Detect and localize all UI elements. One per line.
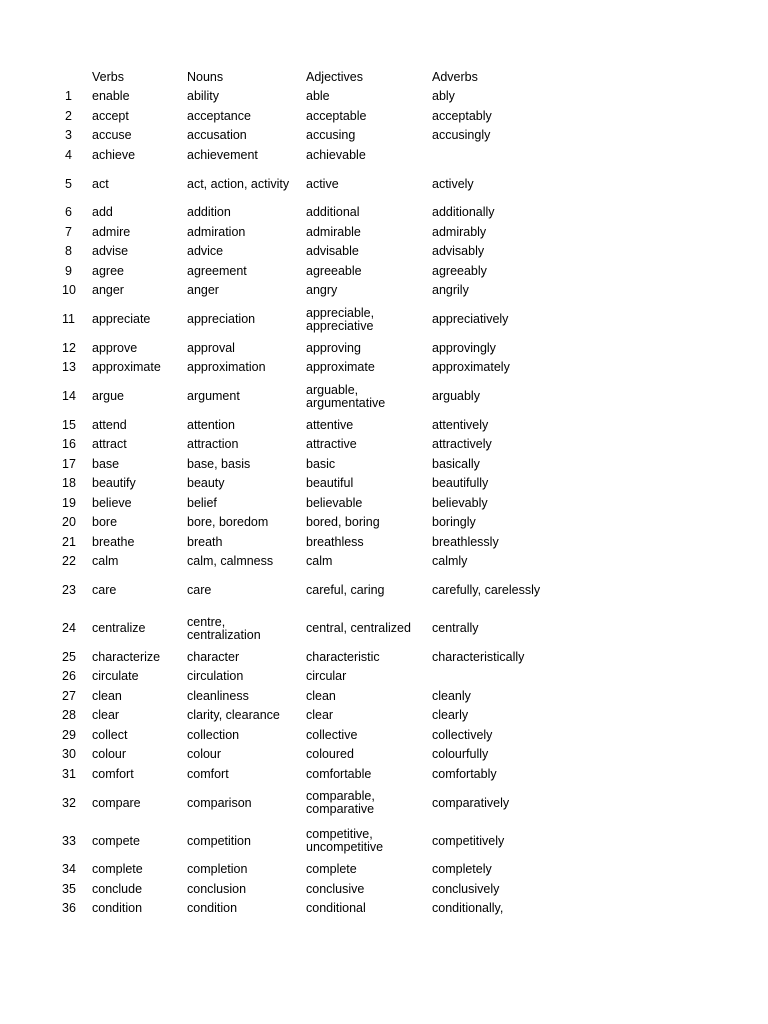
table-row (62, 706, 582, 726)
table-row (62, 378, 582, 416)
adverb-cell: cleanly (432, 688, 471, 703)
adverb-cell: attractively (432, 437, 492, 452)
adverb-cell: characteristically (432, 649, 525, 664)
table-row (62, 513, 582, 533)
header-adverbs: Adverbs (432, 70, 478, 84)
adjective-cell: approving (306, 340, 361, 355)
adjective-cell: active (306, 176, 339, 191)
verb-cell: act (92, 176, 109, 191)
verb-cell: colour (92, 747, 127, 762)
table-row (62, 262, 582, 282)
adjective-cell: central, centralized (306, 621, 411, 635)
adjective-cell: complete (306, 862, 357, 877)
table-row (62, 822, 582, 860)
adjective-cell: clean (306, 688, 336, 703)
adjective-cell: clear (306, 708, 334, 723)
adverb-cell: basically (432, 456, 480, 471)
adverb-cell: additionally (432, 205, 495, 220)
noun-cell: competition (187, 833, 251, 848)
row-number: 5 (65, 176, 72, 191)
row-number: 35 (62, 881, 76, 896)
noun-cell: base, basis (187, 456, 251, 471)
adjective-cell: breathless (306, 534, 364, 549)
noun-cell: advice (187, 244, 224, 259)
noun-cell: cleanliness (187, 688, 249, 703)
adverb-cell: advisably (432, 244, 485, 259)
adjective-cell: conditional (306, 901, 366, 916)
noun-cell: clarity, clearance (187, 708, 280, 723)
verb-cell: condition (92, 901, 143, 916)
noun-cell: act, action, activity (187, 176, 290, 191)
row-number: 11 (62, 312, 75, 326)
table-row (62, 455, 582, 475)
row-number: 34 (62, 862, 76, 877)
verb-cell: advise (92, 244, 129, 259)
adjective-cell: accusing (306, 128, 356, 143)
noun-cell: approval (187, 340, 235, 355)
verb-cell: attract (92, 437, 127, 452)
table-row (62, 765, 582, 785)
adverb-cell: accusingly (432, 128, 491, 143)
adverb-cell: carefully, carelessly (432, 583, 541, 597)
row-number: 22 (62, 554, 76, 569)
adverb-cell: arguably (432, 389, 480, 403)
noun-cell: approximation (187, 360, 266, 375)
verb-cell: approximate (92, 360, 161, 375)
adjective-cell: beautiful (306, 476, 354, 491)
noun-cell: acceptance (187, 108, 251, 123)
verb-cell: approve (92, 340, 138, 355)
table-row (62, 726, 582, 746)
adjective-cell: acceptable (306, 108, 367, 123)
adverb-cell: colourfully (432, 747, 489, 762)
header-adjectives: Adjectives (306, 70, 363, 84)
table-row (62, 242, 582, 262)
adverb-cell: attentively (432, 417, 489, 432)
noun-cell: collection (187, 727, 240, 742)
adjective-cell: careful, caring (306, 583, 385, 597)
table-row (62, 880, 582, 900)
noun-cell: argument (187, 389, 240, 403)
adverb-cell: boringly (432, 515, 476, 530)
noun-cell: ability (187, 89, 219, 104)
adverb-cell: comfortably (432, 766, 497, 781)
table-row (62, 610, 582, 648)
table-row (62, 667, 582, 687)
verb-cell: calm (92, 554, 119, 569)
adjective-cell: conclusive (306, 881, 365, 896)
noun-cell: belief (187, 495, 217, 510)
table-row (62, 745, 582, 765)
table-row (62, 474, 582, 494)
noun-cell: calm, calmness (187, 554, 274, 569)
adverb-cell: conclusively (432, 881, 500, 896)
row-number: 12 (62, 340, 76, 355)
verb-cell: compare (92, 795, 141, 810)
adjective-cell: calm (306, 554, 333, 569)
adjective-cell: collective (306, 727, 358, 742)
verb-cell: circulate (92, 669, 139, 684)
adverb-cell: angrily (432, 283, 469, 298)
adverb-cell: approximately (432, 360, 510, 375)
noun-cell: breath (187, 534, 223, 549)
table-row (62, 223, 582, 243)
noun-cell: centre, centralization (187, 614, 261, 642)
adverb-cell: acceptably (432, 108, 492, 123)
verb-cell: bore (92, 515, 118, 530)
adverb-cell: breathlessly (432, 534, 499, 549)
table-row (62, 87, 582, 107)
adverb-cell: comparatively (432, 795, 510, 810)
noun-cell: attention (187, 417, 235, 432)
adverb-cell (432, 667, 582, 687)
adjective-cell: advisable (306, 244, 359, 259)
adjective-cell: arguable, argumentative (306, 382, 386, 410)
verb-cell: complete (92, 862, 143, 877)
adverb-cell: conditionally, (432, 901, 504, 916)
verb-cell: achieve (92, 147, 136, 162)
row-number: 13 (62, 360, 76, 375)
word-forms-table (62, 68, 582, 919)
row-number: 25 (62, 649, 76, 664)
row-number: 8 (65, 244, 72, 259)
row-number: 21 (62, 534, 76, 549)
row-number: 31 (62, 766, 76, 781)
adverb-cell: beautifully (432, 476, 489, 491)
verb-cell: accept (92, 108, 129, 123)
row-number: 2 (65, 108, 72, 123)
noun-cell: admiration (187, 224, 246, 239)
adjective-cell: circular (306, 669, 347, 684)
verb-cell: compete (92, 833, 140, 848)
row-number: 19 (62, 495, 76, 510)
verb-cell: centralize (92, 621, 146, 635)
adjective-cell: achievable (306, 147, 366, 162)
adjective-cell: coloured (306, 747, 354, 762)
adverb-cell: clearly (432, 708, 469, 723)
adjective-cell: approximate (306, 360, 375, 375)
noun-cell: condition (187, 901, 238, 916)
verb-cell: base (92, 456, 120, 471)
adverb-cell: collectively (432, 727, 493, 742)
table-row (62, 358, 582, 378)
adverb-cell (432, 146, 582, 166)
verb-cell: admire (92, 224, 131, 239)
adverb-cell: admirably (432, 224, 487, 239)
table-row (62, 435, 582, 455)
table-row (62, 572, 582, 610)
adjective-cell: believable (306, 495, 363, 510)
adverb-cell: competitively (432, 833, 505, 848)
adjective-cell: bored, boring (306, 515, 380, 530)
verb-cell: appreciate (92, 312, 151, 326)
noun-cell: completion (187, 862, 248, 877)
noun-cell: character (187, 649, 240, 664)
verb-cell: beautify (92, 476, 136, 491)
adjective-cell: comfortable (306, 766, 372, 781)
noun-cell: attraction (187, 437, 239, 452)
noun-cell: bore, boredom (187, 515, 269, 530)
row-number: 18 (62, 476, 76, 491)
noun-cell: care (187, 583, 212, 597)
row-number: 16 (62, 437, 76, 452)
noun-cell: colour (187, 747, 222, 762)
adjective-cell: additional (306, 205, 360, 220)
verb-cell: clean (92, 688, 122, 703)
verb-cell: believe (92, 495, 132, 510)
noun-cell: comfort (187, 766, 229, 781)
adverb-cell: actively (432, 176, 474, 191)
table-row (62, 339, 582, 359)
verb-cell: attend (92, 417, 127, 432)
table-row (62, 648, 582, 668)
adverb-cell: agreeably (432, 263, 487, 278)
adverb-cell: ably (432, 89, 455, 104)
table-row (62, 899, 582, 919)
noun-cell: achievement (187, 147, 258, 162)
adverb-cell: completely (432, 862, 492, 877)
table-row (62, 301, 582, 339)
adjective-cell: admirable (306, 224, 361, 239)
header-nouns: Nouns (187, 70, 224, 84)
row-number: 17 (62, 456, 76, 471)
adjective-cell: competitive, uncompetitive (306, 827, 384, 854)
verb-cell: clear (92, 708, 120, 723)
row-number: 36 (62, 901, 76, 916)
verb-cell: add (92, 205, 113, 220)
noun-cell: addition (187, 205, 231, 220)
verb-cell: anger (92, 283, 124, 298)
table-body (62, 87, 582, 919)
row-number: 9 (65, 263, 72, 278)
adjective-cell: comparable, comparative (306, 789, 375, 816)
verb-cell: argue (92, 389, 124, 403)
noun-cell: anger (187, 283, 219, 298)
table-row (62, 784, 582, 822)
noun-cell: agreement (187, 263, 247, 278)
table-row (62, 107, 582, 127)
verb-cell: agree (92, 263, 124, 278)
row-number: 10 (62, 283, 76, 298)
header-row (62, 68, 582, 87)
verb-cell: enable (92, 89, 130, 104)
adverb-cell: approvingly (432, 340, 496, 355)
row-number: 27 (62, 688, 76, 703)
verb-cell: characterize (92, 649, 161, 664)
noun-cell: comparison (187, 795, 252, 810)
row-number: 29 (62, 727, 76, 742)
row-number: 20 (62, 515, 76, 530)
adjective-cell: appreciable, appreciative (306, 305, 375, 333)
row-number: 28 (62, 708, 76, 723)
row-number: 30 (62, 747, 76, 762)
row-number: 7 (65, 224, 72, 239)
adjective-cell: angry (306, 283, 338, 298)
adverb-cell: believably (432, 495, 488, 510)
row-number: 15 (62, 417, 76, 432)
row-number: 3 (65, 128, 72, 143)
table-row (62, 281, 582, 301)
table-row (62, 416, 582, 436)
adjective-cell: able (306, 89, 330, 104)
table-row (62, 860, 582, 880)
verb-cell: conclude (92, 881, 143, 896)
table-row (62, 533, 582, 553)
noun-cell: accusation (187, 128, 247, 143)
adjective-cell: attractive (306, 437, 357, 452)
row-number: 23 (62, 583, 76, 597)
adjective-cell: attentive (306, 417, 354, 432)
table-row (62, 203, 582, 223)
header-number (62, 68, 92, 87)
adverb-cell: calmly (432, 554, 468, 569)
adverb-cell: appreciatively (432, 312, 509, 326)
table-row (62, 687, 582, 707)
row-number: 14 (62, 389, 76, 403)
adjective-cell: basic (306, 456, 336, 471)
row-number: 26 (62, 669, 76, 684)
table-row (62, 494, 582, 514)
table-row (62, 165, 582, 203)
verb-cell: accuse (92, 128, 132, 143)
row-number: 24 (62, 621, 76, 635)
row-number: 4 (65, 147, 72, 162)
table-row (62, 552, 582, 572)
row-number: 1 (65, 89, 72, 104)
verb-cell: comfort (92, 766, 134, 781)
row-number: 32 (62, 795, 76, 810)
noun-cell: beauty (187, 476, 225, 491)
header-verbs: Verbs (92, 70, 124, 84)
adjective-cell: agreeable (306, 263, 362, 278)
verb-cell: collect (92, 727, 128, 742)
table-row (62, 126, 582, 146)
verb-cell: care (92, 583, 117, 597)
adjective-cell: characteristic (306, 649, 380, 664)
noun-cell: conclusion (187, 881, 247, 896)
row-number: 6 (65, 205, 72, 220)
row-number: 33 (62, 833, 76, 848)
verb-cell: breathe (92, 534, 135, 549)
noun-cell: circulation (187, 669, 244, 684)
table-row (62, 146, 582, 166)
noun-cell: appreciation (187, 312, 256, 326)
adverb-cell: centrally (432, 621, 479, 635)
